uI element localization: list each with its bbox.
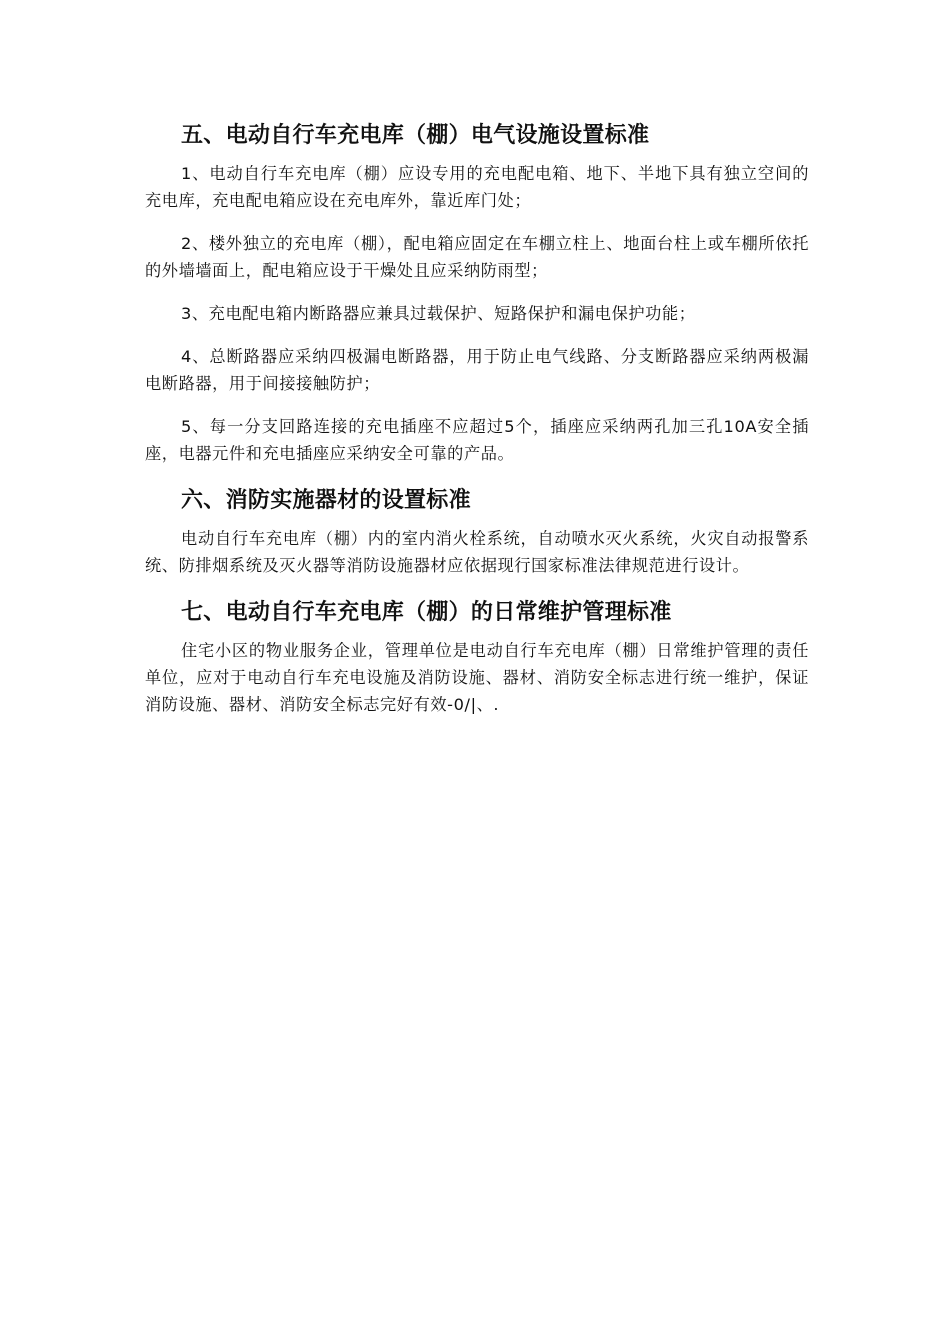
paragraph: 3、充电配电箱内断路器应兼具过载保护、短路保护和漏电保护功能； <box>181 304 696 323</box>
section-maintenance-standards <box>145 595 809 718</box>
paragraph: 1、电动自行车充电库（棚）应设专用的充电配电箱、地下、半地下具有独立空间的充电库，充电配电箱应设在充电库外，靠近库门处； <box>145 164 809 210</box>
section-heading: 七、电动自行车充电库（棚）的日常维护管理标准 <box>181 600 672 625</box>
section-heading: 六、消防实施器材的设置标准 <box>181 488 471 513</box>
paragraph: 住宅小区的物业服务企业，管理单位是电动自行车充电库（棚）日常维护管理的责任单位，应对于电动自行车充电设施及消防设施、器材、消防安全标志进行统一维护，保证消防设施、器材、消防安全标志完好有效-0/|、. <box>145 641 809 714</box>
paragraph: 2、楼外独立的充电库（棚），配电箱应固定在车棚立柱上、地面台柱上或车棚所依托的外墙墙面上，配电箱应设于干燥处且应采纳防雨型； <box>145 234 809 280</box>
section-electrical-standards <box>145 118 809 467</box>
document-page <box>145 118 809 734</box>
paragraph: 电动自行车充电库（棚）内的室内消火栓系统，自动喷水灭火系统，火灾自动报警系统、防排烟系统及灭火器等消防设施器材应依据现行国家标准法律规范进行设计。 <box>145 529 809 575</box>
paragraph: 4、总断路器应采纳四极漏电断路器，用于防止电气线路、分支断路器应采纳两极漏电断路器，用于间接接触防护； <box>145 347 809 393</box>
section-heading: 五、电动自行车充电库（棚）电气设施设置标准 <box>181 123 650 148</box>
section-fire-equipment <box>145 483 809 579</box>
paragraph: 5、每一分支回路连接的充电插座不应超过5个，插座应采纳两孔加三孔10A安全插座，电器元件和充电插座应采纳安全可靠的产品。 <box>145 417 809 463</box>
